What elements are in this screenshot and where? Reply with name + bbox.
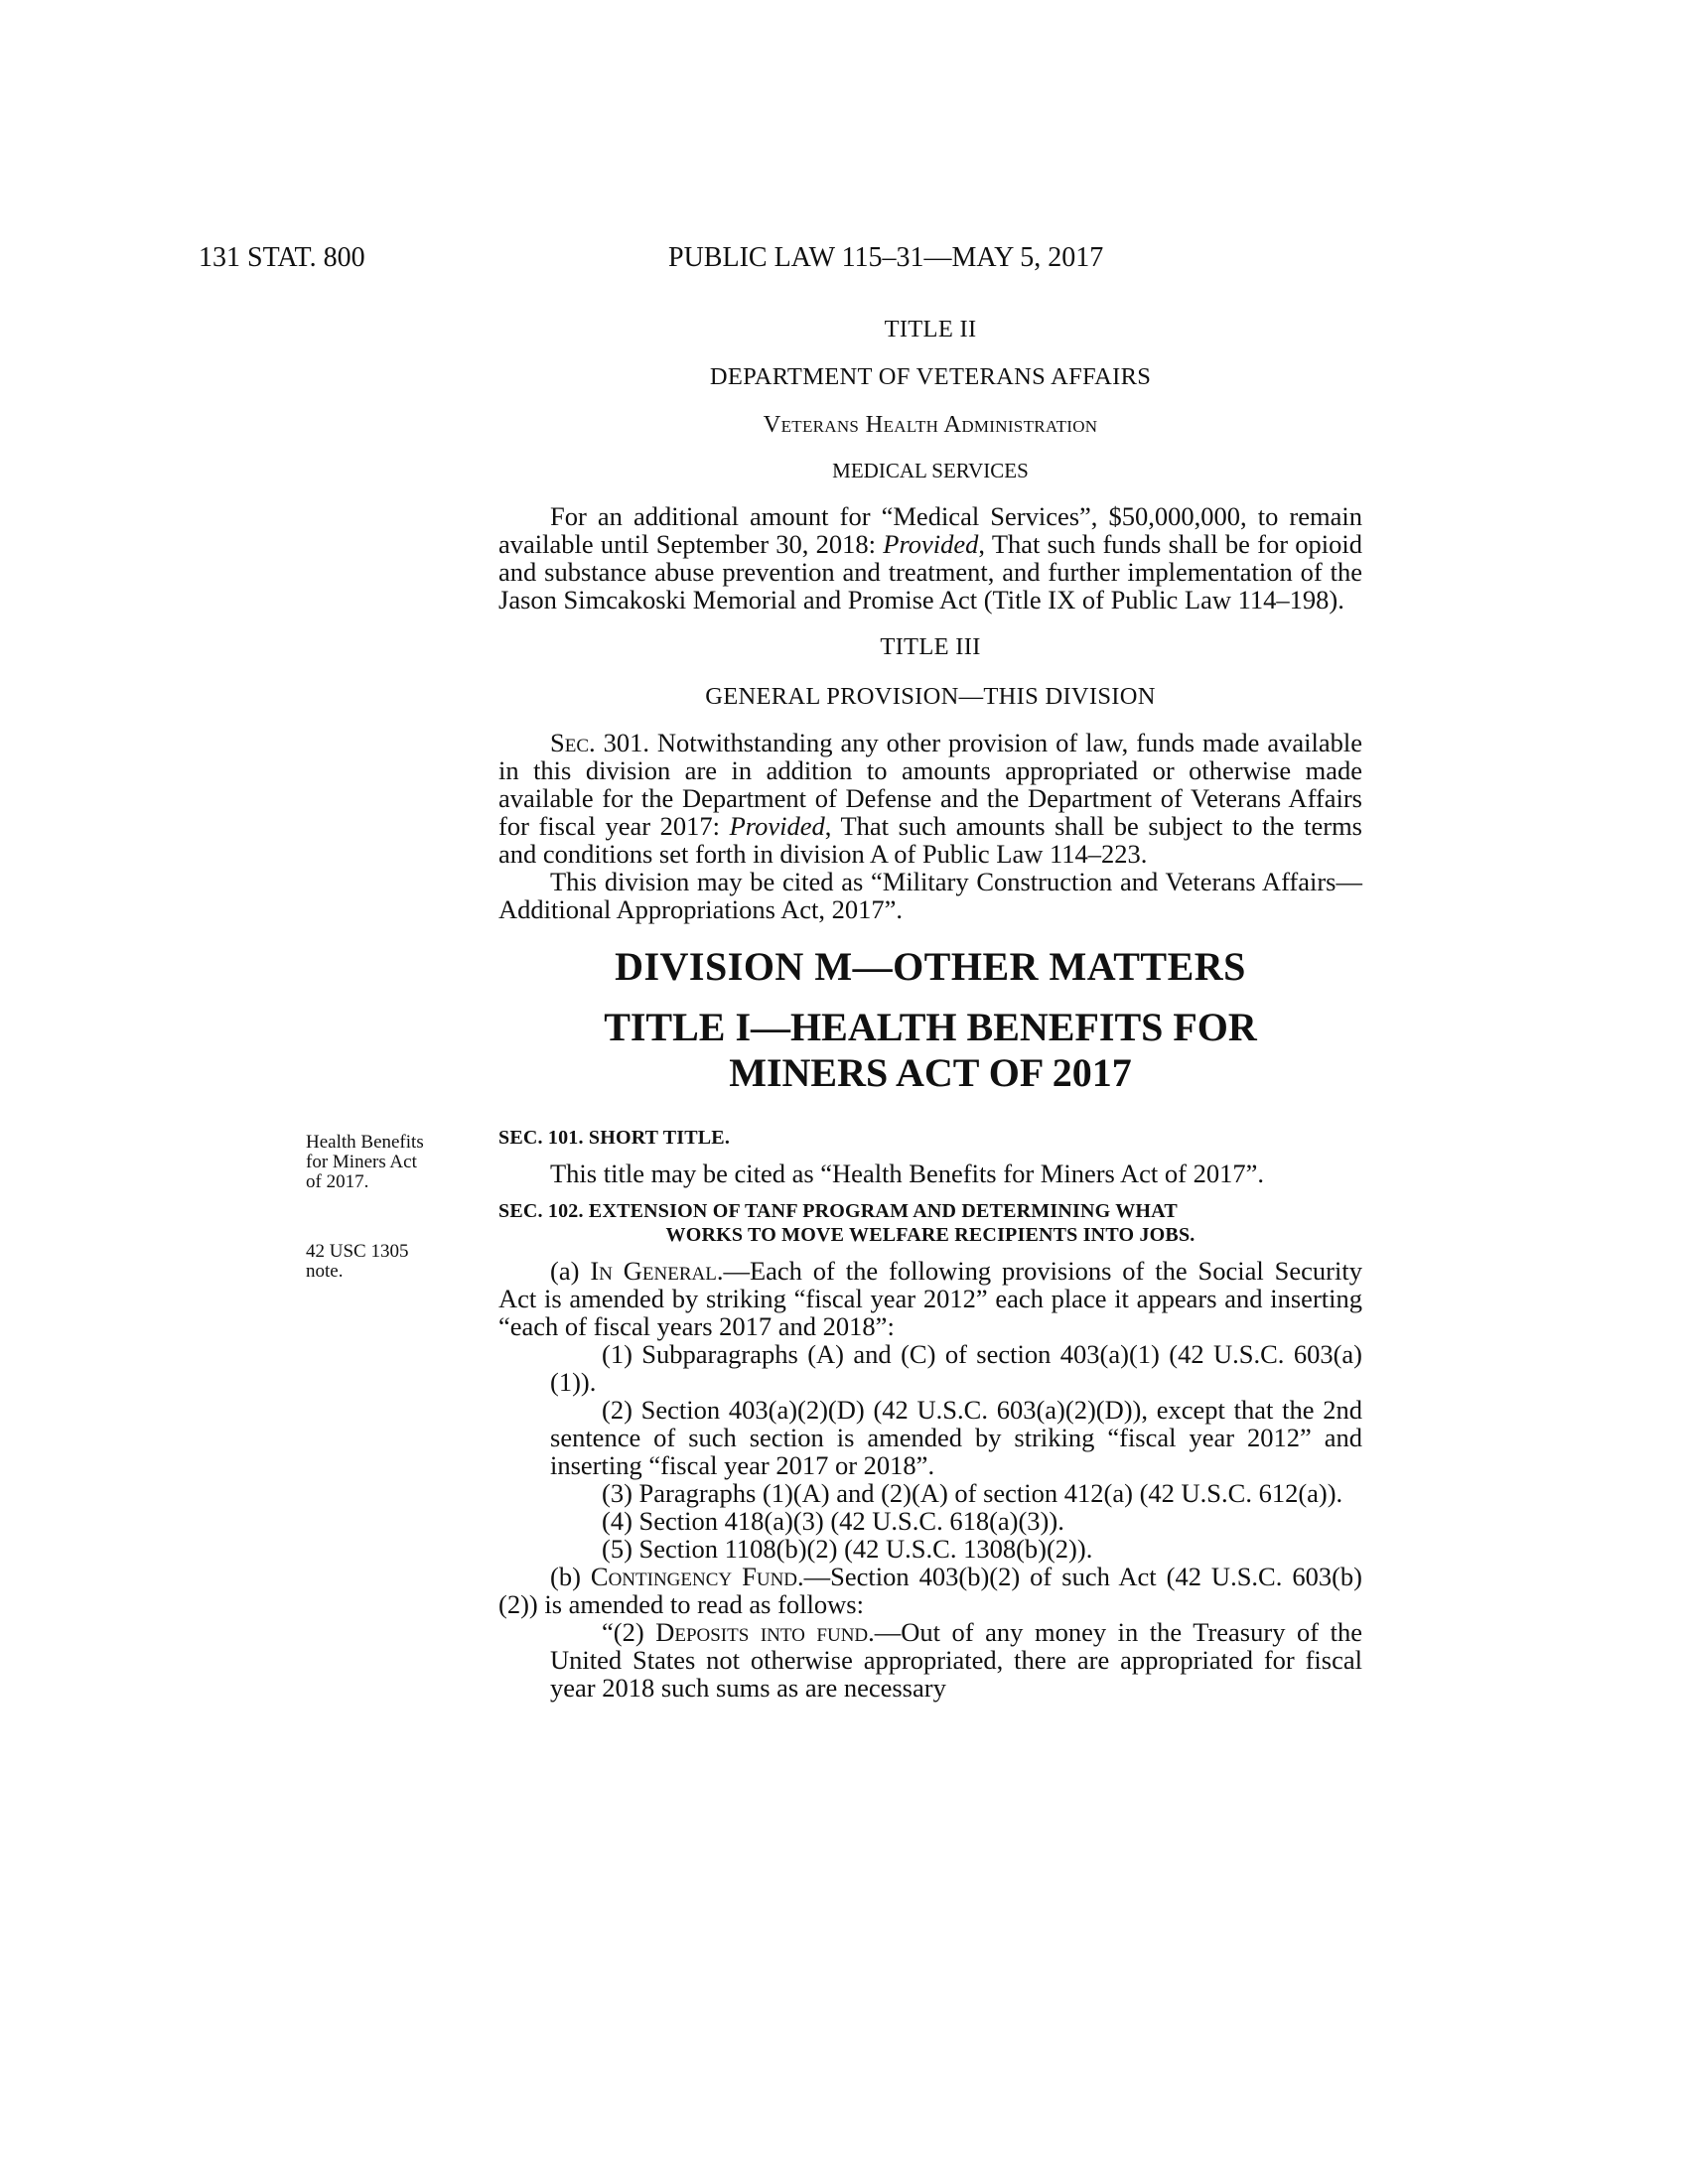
general-provision-heading: GENERAL PROVISION—THIS DIVISION xyxy=(705,683,1156,710)
list-item: (4) Section 418(a)(3) (42 U.S.C. 618(a)(3)). xyxy=(602,1506,1064,1536)
running-head: PUBLIC LAW 115–31—MAY 5, 2017 xyxy=(668,242,1104,273)
provided-term: Provided xyxy=(729,811,825,841)
medical-services-paragraph xyxy=(498,502,1362,614)
margin-note-line: note. xyxy=(306,1261,344,1282)
agency-heading: Veterans Health Administration xyxy=(763,411,1098,438)
paragraph-text: .—Section 403(b)(2) of such Act (42 U.S.C. 603(b)(2)) is amended to read as follows: xyxy=(498,1562,1363,1619)
title-i-heading-line: MINERS ACT OF 2017 xyxy=(729,1050,1132,1095)
margin-note-line: for Miners Act xyxy=(306,1152,417,1172)
page-header xyxy=(0,242,1688,282)
section-label: Sec. 301. xyxy=(550,728,649,757)
title-i-heading-line: TITLE I—HEALTH BENEFITS FOR xyxy=(604,1005,1257,1049)
subsection-label: Contingency Fund xyxy=(590,1562,798,1591)
sec-101-heading: SEC. 101. SHORT TITLE. xyxy=(498,1127,731,1149)
margin-note-short-title xyxy=(306,1133,465,1192)
sec-102-heading-line: SEC. 102. EXTENSION OF TANF PROGRAM AND DETERMINING WHAT xyxy=(498,1200,1178,1222)
sec-301-paragraph xyxy=(498,729,1362,868)
subsection-a: (a) In General.—Each of the following provisions of the Social Security Act is amended by striking “fiscal year 2012” each place it appears and inserting “each of fiscal years 2017 and 2018”: xyxy=(498,1256,1362,1341)
title-iii-heading: TITLE III xyxy=(880,633,981,660)
list-item: (1) Subparagraphs (A) and (C) of section 403(a)(1) (42 U.S.C. 603(a)(1)). xyxy=(550,1339,1362,1397)
margin-note-line: Health Benefits xyxy=(306,1132,424,1153)
paragraph-text: , That such amounts shall be subject to the terms and conditions set forth in division A of Public Law 114–223. xyxy=(498,811,1362,869)
division-citation-paragraph: This division may be cited as “Military Construction and Veterans Affairs—Additional Appropriations Act, 2017”. xyxy=(498,867,1362,924)
paragraph-text: Notwithstanding any other provision of law, funds made available in this division are in addition to amounts appropriated or otherwise made available for the Department of Defense and the Department of Veterans Affairs for fiscal year 2017: xyxy=(498,728,1362,841)
sec-102-heading xyxy=(498,1199,1362,1247)
account-heading: MEDICAL SERVICES xyxy=(832,459,1029,482)
list-item: (3) Paragraphs (1)(A) and (2)(A) of section 412(a) (42 U.S.C. 612(a)). xyxy=(602,1478,1343,1508)
title-i-heading xyxy=(498,1005,1362,1096)
department-heading: DEPARTMENT OF VETERANS AFFAIRS xyxy=(709,363,1152,390)
list-item: (2) Section 403(a)(2)(D) (42 U.S.C. 603(a)(2)(D)), except that the 2nd sentence of such section is amended by striking “fiscal year 2012” and inserting “fiscal year 2017 or 2018”. xyxy=(550,1395,1362,1480)
division-m-heading: DIVISION M—OTHER MATTERS xyxy=(615,944,1246,989)
paragraph-text: For an additional amount for “Medical Services”, $50,000,000, to remain available until September 30, 2018: xyxy=(498,501,1362,559)
margin-note-line: 42 USC 1305 xyxy=(306,1241,409,1262)
sec-101-text: This title may be cited as “Health Benefits for Miners Act of 2017”. xyxy=(550,1159,1264,1188)
margin-note-usc xyxy=(306,1242,465,1282)
sec-102-heading-line: WORKS TO MOVE WELFARE RECIPIENTS INTO JOBS. xyxy=(665,1224,1196,1246)
list-item: (5) Section 1108(b)(2) (42 U.S.C. 1308(b)(2)). xyxy=(602,1534,1093,1564)
paragraph-text: .—Out of any money in the Treasury of the United States not otherwise appropriated, there are appropriated for fiscal year 2018 such sums as are necessary xyxy=(550,1617,1362,1703)
body-column xyxy=(498,316,1362,1702)
quoted-label: Deposits into fund xyxy=(655,1617,869,1647)
statute-page-number: 131 STAT. 800 xyxy=(199,242,365,273)
paragraph-text: .—Each of the following provisions of the Social Security Act is amended by striking “fiscal year 2012” each place it appears and inserting “each of fiscal years 2017 and 2018”: xyxy=(498,1256,1362,1341)
paragraph-text: , That such funds shall be for opioid and substance abuse prevention and treatment, and further implementation of the Jason Simcakoski Memorial and Promise Act (Title IX of Public Law 114–198). xyxy=(498,529,1362,614)
provided-term: Provided xyxy=(883,529,979,559)
quoted-paragraph: “(2) Deposits into fund.—Out of any money in the Treasury of the United States not otherwise appropriated, there are appropriated for fiscal year 2018 such sums as are necessary xyxy=(550,1617,1362,1703)
title-ii-heading: TITLE II xyxy=(884,316,977,342)
subsection-label: In General xyxy=(590,1256,717,1286)
margin-note-line: of 2017. xyxy=(306,1171,369,1192)
subsection-b: (b) Contingency Fund.—Section 403(b)(2) of such Act (42 U.S.C. 603(b)(2)) is amended to read as follows: xyxy=(498,1562,1363,1619)
